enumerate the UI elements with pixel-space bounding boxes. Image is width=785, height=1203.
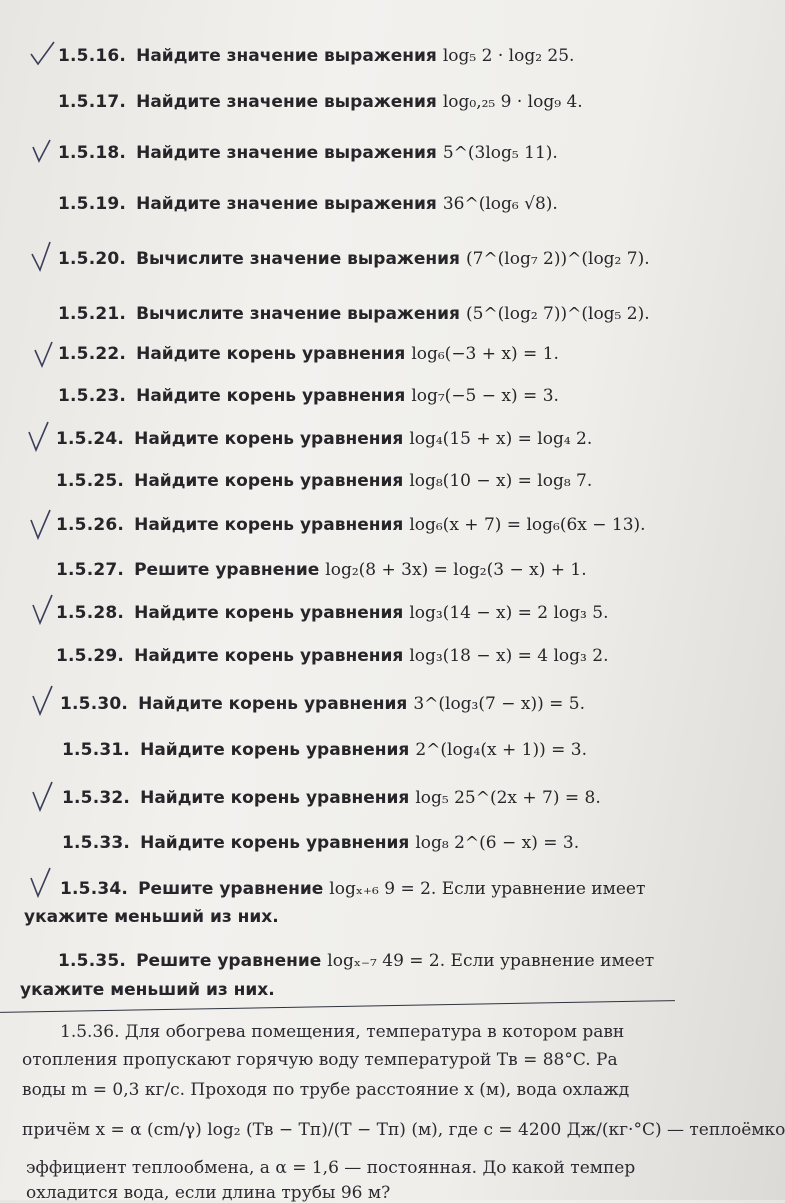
problem-1-5-26 bbox=[56, 515, 646, 535]
problem-number: 1.5.31. bbox=[62, 740, 131, 760]
problem-1-5-36-line-1: 1.5.36. Для обогрева помещения, температура в котором равн bbox=[60, 1022, 625, 1042]
problem-number: 1.5.30. bbox=[60, 694, 129, 714]
problem-text: Найдите значение выражения bbox=[136, 143, 437, 163]
problem-1-5-35 bbox=[58, 951, 654, 971]
problem-expression: log₄(15 + x) = log₄ 2. bbox=[409, 429, 593, 449]
problem-1-5-22 bbox=[58, 344, 559, 364]
problem-text: Найдите корень уравнения bbox=[134, 471, 404, 491]
problem-1-5-35-continuation: укажите меньший из них. bbox=[20, 980, 275, 1000]
problem-text: Вычислите значение выражения bbox=[136, 304, 460, 324]
problem-expression: log₆(−3 + x) = 1. bbox=[411, 344, 559, 364]
problem-text: Найдите корень уравнения bbox=[140, 788, 410, 808]
problem-text: Найдите корень уравнения bbox=[134, 429, 404, 449]
problem-number: 1.5.34. bbox=[60, 879, 129, 899]
problem-1-5-18 bbox=[58, 143, 558, 163]
section-divider bbox=[0, 1000, 675, 1013]
problem-expression: logₓ₋₇ 49 = 2. Если уравнение имеет bbox=[327, 951, 655, 971]
checkmark-icon bbox=[28, 866, 58, 900]
problem-number: 1.5.22. bbox=[58, 344, 127, 364]
problem-text: Найдите значение выражения bbox=[136, 46, 437, 66]
problem-1-5-34 bbox=[60, 879, 645, 899]
problem-expression: log₀,₂₅ 9 · log₉ 4. bbox=[442, 92, 583, 112]
problem-1-5-21 bbox=[58, 304, 650, 324]
problem-text: Найдите корень уравнения bbox=[134, 603, 404, 623]
checkmark-icon bbox=[28, 40, 58, 74]
problem-text: Найдите корень уравнения bbox=[140, 833, 410, 853]
problem-1-5-23 bbox=[58, 386, 559, 406]
problem-1-5-29 bbox=[56, 646, 608, 666]
problem-number: 1.5.19. bbox=[58, 194, 127, 214]
problem-expression: log₅ 25^(2x + 7) = 8. bbox=[415, 788, 601, 808]
problem-1-5-19 bbox=[58, 194, 558, 214]
problem-1-5-20 bbox=[58, 249, 650, 269]
checkmark-icon bbox=[26, 420, 56, 454]
problem-number: 1.5.17. bbox=[58, 92, 127, 112]
problem-expression: log₅ 2 · log₂ 25. bbox=[442, 46, 575, 66]
problem-1-5-36-line-3: воды m = 0,3 кг/с. Проходя по трубе расстояние x (м), вода охлажд bbox=[22, 1080, 630, 1100]
problem-number: 1.5.32. bbox=[62, 788, 131, 808]
problem-text: Решите уравнение bbox=[136, 951, 322, 971]
problem-1-5-30 bbox=[60, 694, 585, 714]
problem-number: 1.5.24. bbox=[56, 429, 125, 449]
problem-1-5-16 bbox=[58, 46, 574, 66]
problem-expression: log₃(14 − x) = 2 log₃ 5. bbox=[409, 603, 609, 623]
problem-expression: log₈ 2^(6 − x) = 3. bbox=[415, 833, 580, 853]
problem-text: Решите уравнение bbox=[138, 879, 324, 899]
problem-number: 1.5.21. bbox=[58, 304, 127, 324]
problem-text: Найдите корень уравнения bbox=[140, 740, 410, 760]
problem-number: 1.5.26. bbox=[56, 515, 125, 535]
problem-expression: 3^(log₃(7 − x)) = 5. bbox=[413, 694, 585, 714]
problem-1-5-36-line-4: причём x = α (cm/γ) log₂ (Tв − Tп)/(T − Tп) (м), где c = 4200 Дж/(кг·°C) — теплоёмко bbox=[22, 1120, 785, 1140]
problem-number: 1.5.28. bbox=[56, 603, 125, 623]
problem-number: 1.5.20. bbox=[58, 249, 127, 269]
problem-expression: log₂(8 + 3x) = log₂(3 − x) + 1. bbox=[325, 560, 587, 580]
checkmark-icon bbox=[30, 684, 60, 718]
problem-text: Вычислите значение выражения bbox=[136, 249, 460, 269]
problem-expression: log₇(−5 − x) = 3. bbox=[411, 386, 559, 406]
problem-text: Найдите корень уравнения bbox=[138, 694, 408, 714]
problem-1-5-27 bbox=[56, 560, 587, 580]
problem-number: 1.5.16. bbox=[58, 46, 127, 66]
problem-1-5-36-line-2: отопления пропускают горячую воду температурой Tв = 88°C. Ра bbox=[22, 1050, 618, 1070]
problem-number: 1.5.27. bbox=[56, 560, 125, 580]
checkmark-icon bbox=[30, 137, 60, 171]
problem-text: Решите уравнение bbox=[134, 560, 320, 580]
checkmark-icon bbox=[30, 240, 60, 274]
problem-text: Найдите корень уравнения bbox=[134, 646, 404, 666]
problem-1-5-32 bbox=[62, 788, 601, 808]
problem-1-5-34-continuation: укажите меньший из них. bbox=[24, 907, 279, 927]
problem-expression: 2^(log₄(x + 1)) = 3. bbox=[415, 740, 587, 760]
problem-text: Найдите корень уравнения bbox=[136, 386, 406, 406]
checkmark-icon bbox=[30, 780, 60, 814]
problem-expression: (5^(log₂ 7))^(log₅ 2). bbox=[465, 304, 650, 324]
problem-text: Найдите значение выражения bbox=[136, 194, 437, 214]
problem-1-5-36-line-5: эффициент теплообмена, а α = 1,6 — постоянная. До какой темпер bbox=[26, 1158, 636, 1178]
problem-expression: log₆(x + 7) = log₆(6x − 13). bbox=[409, 515, 646, 535]
problem-1-5-33 bbox=[62, 833, 579, 853]
problem-number: 1.5.23. bbox=[58, 386, 127, 406]
problem-expression: (7^(log₇ 2))^(log₂ 7). bbox=[465, 249, 650, 269]
problem-1-5-28 bbox=[56, 603, 608, 623]
problem-number: 1.5.33. bbox=[62, 833, 131, 853]
problem-1-5-31 bbox=[62, 740, 587, 760]
problem-expression: log₃(18 − x) = 4 log₃ 2. bbox=[409, 646, 609, 666]
problem-number: 1.5.18. bbox=[58, 143, 127, 163]
problem-1-5-25 bbox=[56, 471, 592, 491]
problem-number: 1.5.35. bbox=[58, 951, 127, 971]
problem-number: 1.5.25. bbox=[56, 471, 125, 491]
problem-1-5-36-line-6: охладится вода, если длина трубы 96 м? bbox=[26, 1183, 391, 1203]
problem-1-5-17 bbox=[58, 92, 583, 112]
problem-text: Найдите значение выражения bbox=[136, 92, 437, 112]
checkmark-icon bbox=[28, 508, 58, 542]
problem-text: Найдите корень уравнения bbox=[136, 344, 406, 364]
problem-text: Найдите корень уравнения bbox=[134, 515, 404, 535]
problem-expression: 5^(3log₅ 11). bbox=[442, 143, 558, 163]
problem-number: 1.5.29. bbox=[56, 646, 125, 666]
problem-expression: 36^(log₆ √8). bbox=[442, 194, 558, 214]
problem-expression: log₈(10 − x) = log₈ 7. bbox=[409, 471, 593, 491]
problem-expression: logₓ₊₆ 9 = 2. Если уравнение имеет bbox=[329, 879, 646, 899]
problem-1-5-24 bbox=[56, 429, 592, 449]
